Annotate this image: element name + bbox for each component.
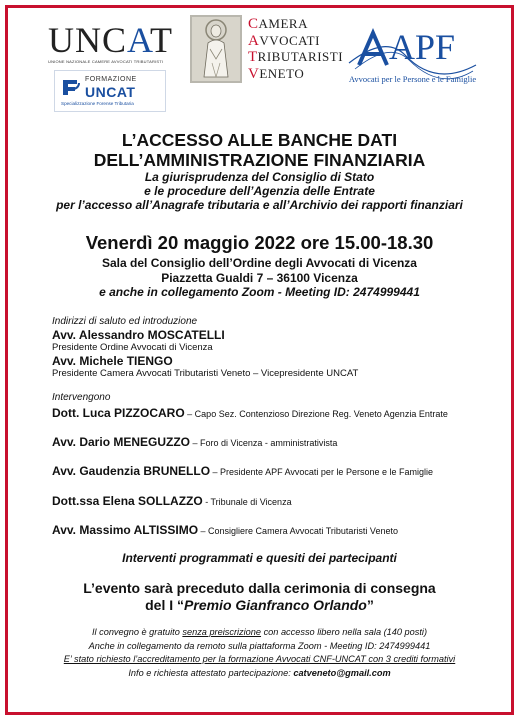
madonna-figure-image [190,15,242,83]
uncat-word-2: T [150,20,174,60]
footer-line-1: Il convegno è gratuito senza preiscrizione con accesso libero nella sala (140 posti) [91,627,428,637]
subtitle-line-2: e le procedure dell’Agenzia delle Entrate [144,184,375,198]
formazione-label: FORMAZIONE [85,76,137,83]
speaker-role: - Tribunale di Vicenza [202,497,292,507]
zoom-info: e anche in collegamento Zoom - Meeting ID: 2474999441 [99,285,420,299]
speaker-name: Avv. Dario MENEGUZZO [52,435,191,449]
speaker-name: Avv. Gaudenzia BRUNELLO [52,464,211,478]
camera-line-2: AVVOCATI [248,32,320,49]
interventi-line: Interventi programmati e quesiti dei partecipanti [122,551,397,565]
formazione-uncat: UNCAT [85,84,136,100]
prize-name: Premio Gianfranco Orlando [184,597,367,613]
speakers-label: Intervengono [52,392,111,403]
contact-email-link[interactable]: catveneto@gmail.com [293,667,391,678]
greeting-speaker-role: Presidente Camera Avvocati Tributaristi Veneto – Vicepresidente UNCAT [52,368,359,379]
camera-line-3: TRIBUTARISTI [248,49,344,65]
subtitle-line-1: La giurisprudenza del Consiglio di Stato [144,170,375,184]
event-title [0,130,519,170]
greeting-speaker-role: Presidente Ordine Avvocati di Vicenza [52,342,213,353]
uncat-word-1: UNC [48,20,128,60]
greeting-speaker-name: Avv. Alessandro MOSCATELLI [52,328,225,342]
free-entry-note: senza preiscrizione [182,627,262,637]
uncat-logo [48,22,173,64]
speaker-row [52,523,398,537]
speaker-row [52,464,433,478]
footer-line-2: Anche in collegamento da remoto sulla piattaforma Zoom - Meeting ID: 2474999441 [88,640,431,651]
speaker-row [52,435,337,449]
event-venue [0,256,519,300]
speaker-name: Dott.ssa Elena SOLLAZZO [52,494,203,508]
ceremony-line-1: L’evento sarà preceduto dalla cerimonia di consegna [83,580,436,596]
uncat-subtitle: UNIONE NAZIONALE CAMERE AVVOCATI TRIBUTARISTI [48,59,164,64]
ceremony-line-2: del I “Premio Gianfranco Orlando” [145,597,374,613]
camera-line-4: VENETO [248,65,305,82]
speaker-row [52,406,448,420]
uncat-word-a: A [127,20,151,60]
camera-avvocati-logo [248,16,343,82]
speaker-role: – Capo Sez. Contenzioso Direzione Reg. Veneto Agenzia Entrate [184,409,448,419]
speaker-role: – Consigliere Camera Avvocati Tributaristi Veneto [198,526,398,536]
venue-line-1: Sala del Consiglio dell’Ordine degli Avvocati di Vicenza [102,256,417,270]
venue-address: Piazzetta Gualdi 7 – 36100 Vicenza [161,270,358,285]
footer-line-4: Info e richiesta attestato partecipazione: catveneto@gmail.com [128,667,391,678]
formazione-subtitle: Specializzazione Forense Tributaria [61,101,134,106]
speaker-name: Avv. Massimo ALTISSIMO [52,523,199,537]
event-subtitle [0,170,519,212]
greeting-speaker-name: Avv. Michele TIENGO [52,354,173,368]
title-line-1: L’ACCESSO ALLE BANCHE DATI [121,130,398,150]
greetings-label: Indirizzi di saluto ed introduzione [52,316,198,327]
logo-header [0,0,519,120]
speaker-role: – Foro di Vicenza - amministrativista [190,438,338,448]
footer-info [0,626,519,680]
formazione-uncat-logo [54,70,166,112]
ceremony-notice [0,580,519,614]
event-date: Venerdì 20 maggio 2022 ore 15.00-18.30 [85,232,434,253]
speaker-row [52,494,292,508]
title-line-2: DELL’AMMINISTRAZIONE FINANZIARIA [93,150,426,170]
speaker-name: Dott. Luca PIZZOCARO [52,406,185,420]
camera-line-1: CAMERA [248,16,308,32]
footer-line-3: E’ stato richiesto l’accreditamento per la formazione Avvocati CNF-UNCAT con 3 crediti formativi [63,654,456,664]
speaker-role: – Presidente APF Avvocati per le Persone e le Famiglie [210,467,433,477]
subtitle-line-3: per l’accesso all’Anagrafe tributaria e all’Archivio dei rapporti finanziari [56,198,463,212]
formazione-mark-icon [60,77,82,97]
apf-mark: APF [389,27,456,67]
apf-subtitle: Avvocati per le Persone e le Famiglie [348,74,477,84]
